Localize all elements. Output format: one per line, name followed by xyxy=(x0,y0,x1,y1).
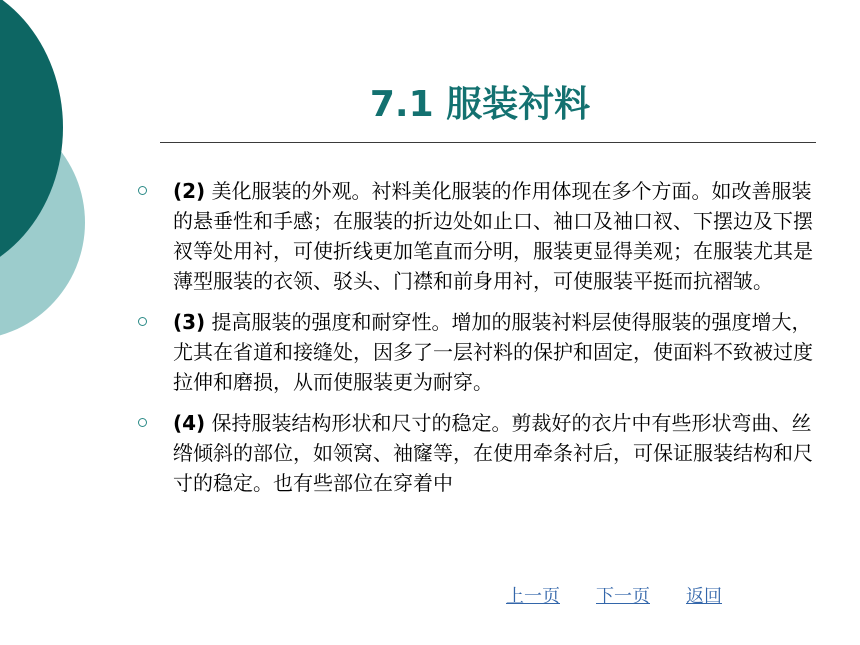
bullet-text: 美化服装的外观。衬料美化服装的作用体现在多个方面。如改善服装的悬垂性和手感；在服装的折边处如止口、袖口及袖口衩、下摆边及下摆衩等处用衬，可使折线更加笔直而分明，服装更显得美观；在服装尤其是薄型服装的衣领、驳头、门襟和前身用衬，可使服装平挺而抗褶皱。 xyxy=(173,179,813,293)
next-page-link[interactable]: 下一页 xyxy=(596,586,650,607)
prev-page-link[interactable]: 上一页 xyxy=(506,586,560,607)
slide-navigation xyxy=(506,584,722,610)
circle-bullet-icon xyxy=(138,186,147,195)
bullet-text: 保持服装结构形状和尺寸的稳定。剪裁好的衣片中有些形状弯曲、丝绺倾斜的部位，如领窝、袖窿等，在使用牵条衬后，可保证服装结构和尺寸的稳定。也有些部位在穿着中 xyxy=(173,411,813,495)
bullet-text: 提高服装的强度和耐穿性。增加的服装衬料层使得服装的强度增大，尤其在省道和接缝处，因多了一层衬料的保护和固定，使面料不致被过度拉伸和磨损，从而使服装更为耐穿。 xyxy=(173,310,813,394)
circle-bullet-icon xyxy=(138,317,147,326)
slide-content xyxy=(138,176,818,509)
bullet-number: (4) xyxy=(173,411,206,435)
circle-bullet-icon xyxy=(138,418,147,427)
slide-title: 7.1 服装衬料 xyxy=(369,84,591,125)
title-divider xyxy=(160,142,816,143)
bullet-number: (3) xyxy=(173,310,206,334)
bullet-item xyxy=(138,176,818,296)
back-link[interactable]: 返回 xyxy=(686,586,722,607)
bullet-item xyxy=(138,408,818,498)
bullet-number: (2) xyxy=(173,179,206,203)
bullet-item xyxy=(138,307,818,397)
